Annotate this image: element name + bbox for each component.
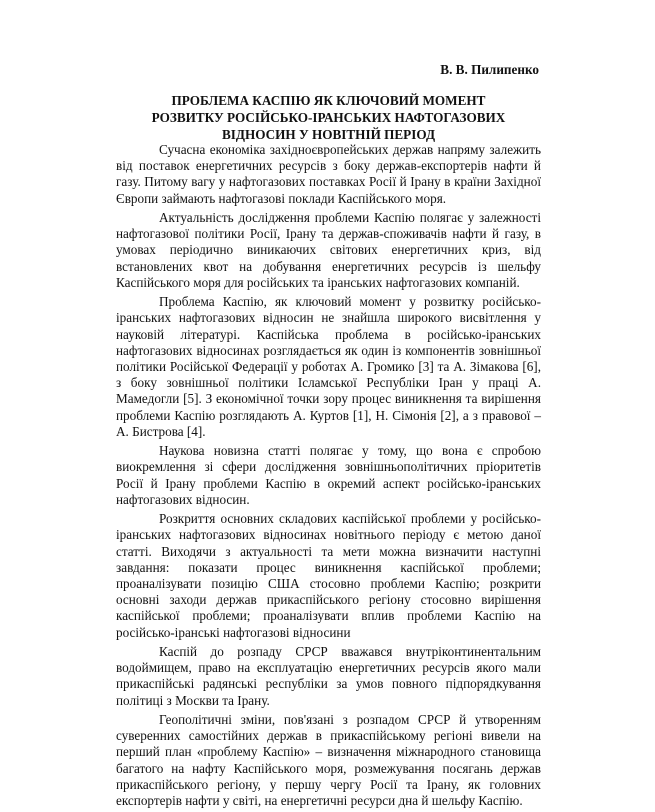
title-line: ВІДНОСИН У НОВІТНІЙ ПЕРІОД [221,127,436,142]
paragraph: Актуальність дослідження проблеми Каспію полягає у залежності нафтогазової політики Росії, Ірану та держав-споживачів нафти й газу, в умовах періодично виникаючих світових енергетичних криз, від встановлених квот на добування енергетичних ресурсів із шельфу Каспійського моря для російських та іранських нафтогазових компаній. [116,210,541,290]
article-body [116,142,541,812]
author-name: В. В. Пилипенко [440,62,539,77]
paragraph: Геополітичні зміни, пов'язані з розпадом СРСР й утворенням суверенних самостійних держав в прикаспійському регіоні вивели на перший план «проблему Каспію» – визначення міжнародного становища багатого на нафту Каспійського моря, розмежування посягань держав прикаспійського регіону, у першу чергу Росії та Ірану, як головних експортерів нафти у світі, на енергетичні ресурси дна й шельфу Каспію. [116,712,541,809]
paragraph: Розкриття основних складових каспійської проблеми у російсько-іранських нафтогазових відносинах новітнього періоду є метою даної статті. Виходячи з актуальності та мети можна визначити наступні завдання: показати процес виникнення каспійської проблеми; проаналізувати позицію США стосовно проблеми Каспію; розкрити основні заходи держав прикаспійського регіону стосовно вирішення каспійської проблеми; проаналізувати вплив проблеми Каспію на російсько-іранські нафтогазові відносини [116,511,541,640]
title-line: РОЗВИТКУ РОСІЙСЬКО-ІРАНСЬКИХ НАФТОГАЗОВИХ [151,110,506,125]
article-title [116,92,541,143]
paragraph: Проблема Каспію, як ключовий момент у розвитку російсько-іранських нафтогазових відносин не знайшла широкого висвітлення у науковій літературі. Каспійська проблема в російсько-іранських нафтогазових відносинах розглядається як один із компонентів зовнішньої політики Російської Федерації у роботах А. Громико [3] та А. Зімакова [6], з боку зовнішньої політики Ісламської Республіки Іран у праці А. Мамедогли [5]. З економічної точки зору процес виникнення та вирішення проблеми Каспію розглядають А. Куртов [1], Н. Сімонія [2], а з правової – А. Бистрова [4]. [116,294,541,439]
title-line: ПРОБЛЕМА КАСПІЮ ЯК КЛЮЧОВИЙ МОМЕНТ [171,93,486,108]
paragraph: Наукова новизна статті полягає у тому, що вона є спробою виокремлення зі сфери дослідження зовнішньополітичних пріоритетів Росії й Ірану проблеми Каспію в окремий аспект російсько-іранських нафтогазових відносин. [116,443,541,507]
paragraph: Сучасна економіка західноєвропейських держав напряму залежить від поставок енергетичних ресурсів з боку держав-експортерів нафти й газу. Питому вагу у нафтогазових поставках Росії й Ірану в країни Західної Європи займають нафтогазові поклади Каспійського моря. [116,142,541,206]
paragraph: Каспій до розпаду СРСР вважався внутріконтинентальним водоймищем, право на експлуатацію енергетичних ресурсів якого мали прикаспійські радянські республіки за умов повного підпорядкування політиці з Москви та Ірану. [116,644,541,708]
